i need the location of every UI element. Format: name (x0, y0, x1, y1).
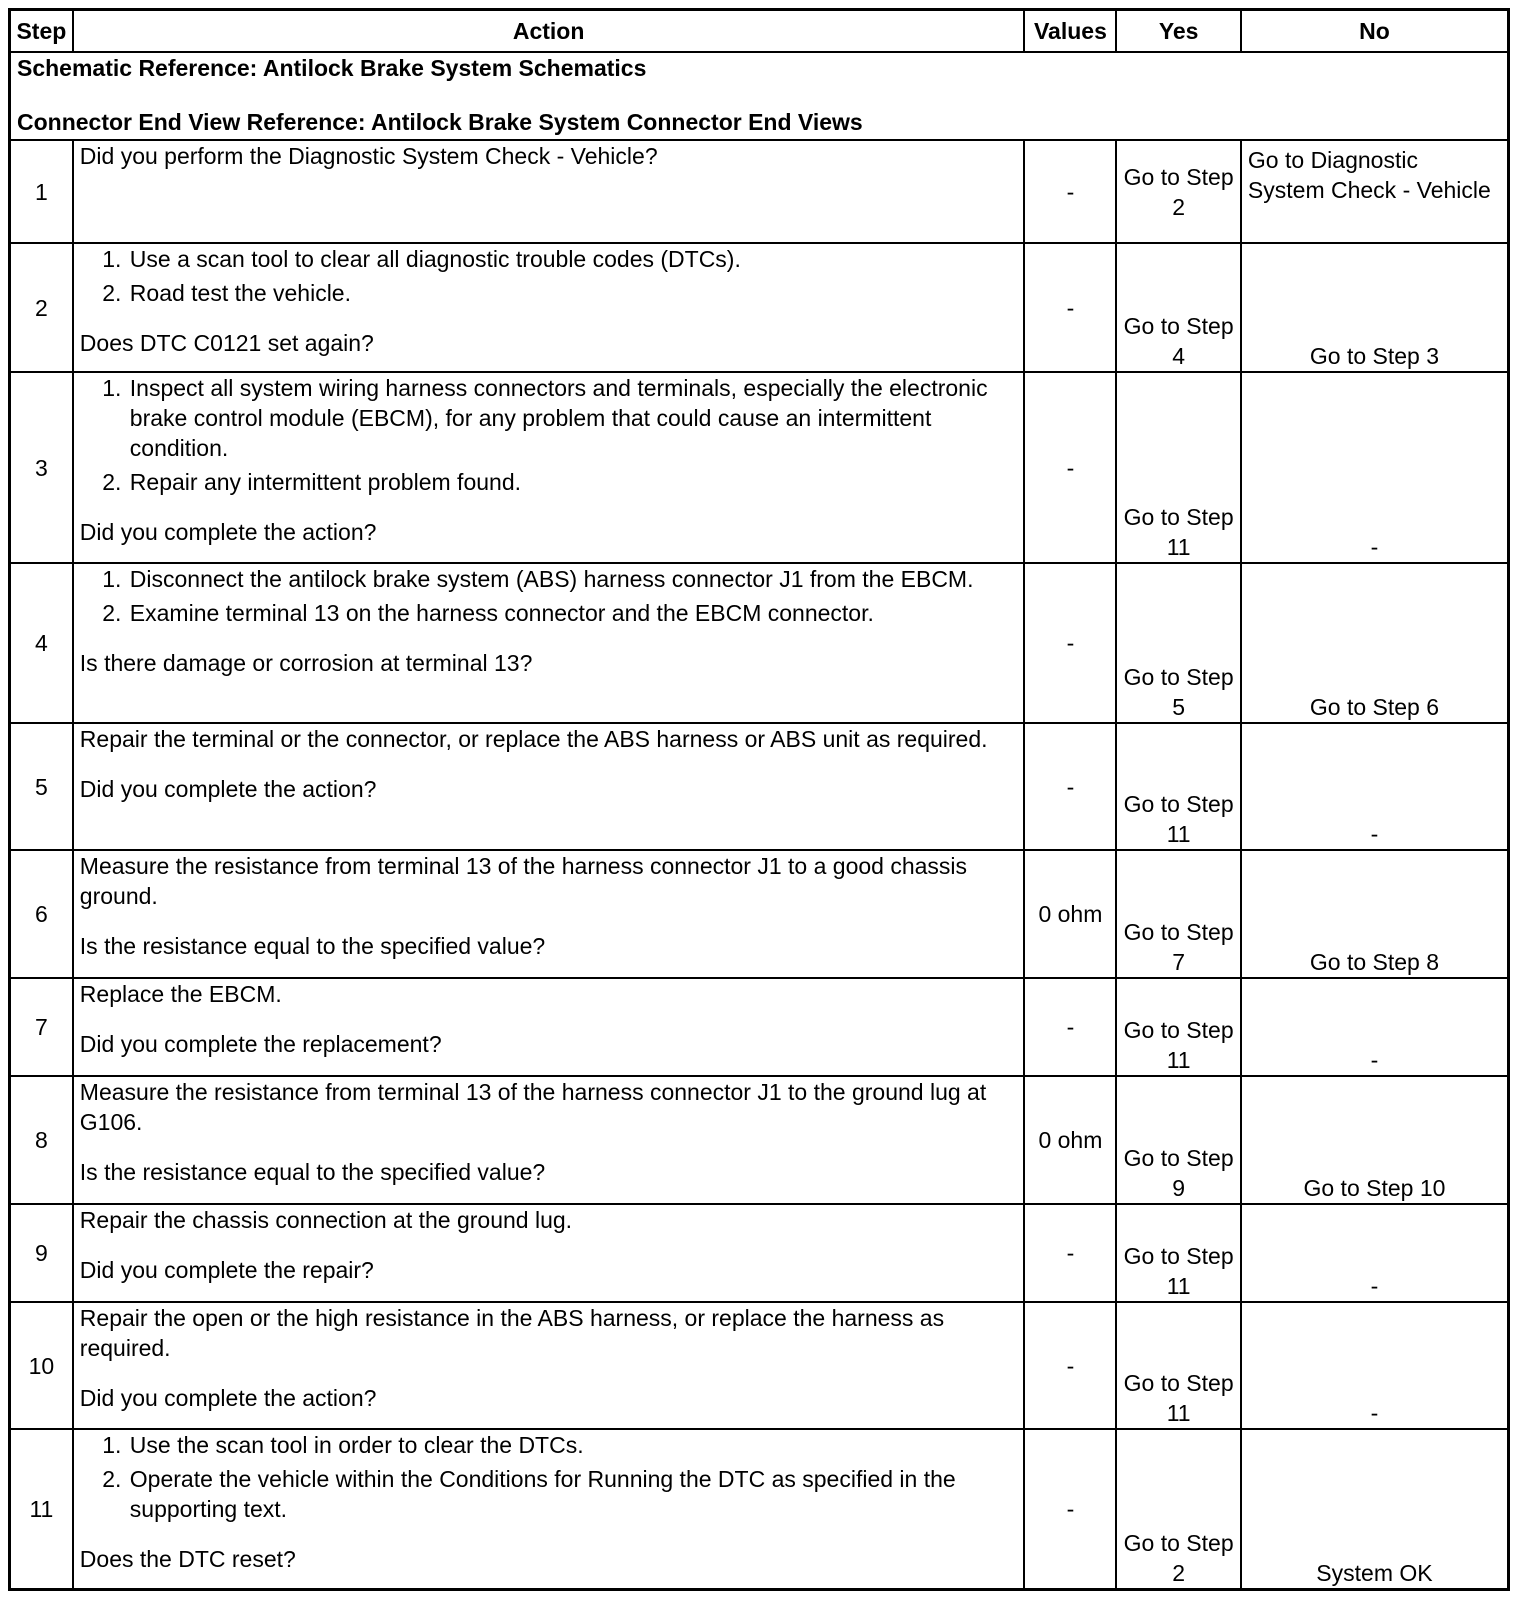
table-row (10, 1076, 1509, 1203)
action-steps-list (80, 1430, 1018, 1524)
action-cell (73, 723, 1025, 850)
reference-cell (10, 52, 1509, 140)
table-row (10, 850, 1509, 977)
action-text: Repair the chassis connection at the ground lug. (79, 1206, 573, 1233)
connector-reference: Connector End View Reference: Antilock Brake System Connector End Views (17, 109, 863, 135)
action-question: Does DTC C0121 set again? (79, 329, 374, 356)
action-steps-list (80, 244, 1018, 308)
action-text: Measure the resistance from terminal 13 of the harness connector J1 to the ground lug at G106. (79, 1079, 987, 1136)
action-cell (73, 140, 1025, 243)
step-number: 10 (10, 1302, 73, 1429)
action-cell (73, 372, 1025, 563)
header-values: Values (1024, 10, 1116, 53)
step-number: 6 (10, 850, 73, 977)
no-cell: - (1241, 723, 1509, 850)
yes-cell: Go to Step 5 (1116, 563, 1241, 723)
no-cell: Go to Step 6 (1241, 563, 1509, 723)
action-question: Does the DTC reset? (79, 1546, 296, 1573)
values-cell: - (1024, 372, 1116, 563)
step-number: 5 (10, 723, 73, 850)
action-question: Is the resistance equal to the specified value? (79, 1159, 546, 1186)
table-row (10, 978, 1509, 1077)
step-number: 11 (10, 1429, 73, 1589)
no-cell: - (1241, 1204, 1509, 1303)
action-cell (73, 1204, 1025, 1303)
step-number: 3 (10, 372, 73, 563)
table-row (10, 243, 1509, 372)
schematic-reference: Schematic Reference: Antilock Brake System Schematics (17, 55, 647, 81)
yes-cell: Go to Step 2 (1116, 1429, 1241, 1589)
action-text: Measure the resistance from terminal 13 of the harness connector J1 to a good chassis ground. (79, 853, 968, 910)
action-cell (73, 978, 1025, 1077)
no-cell: Go to Diagnostic System Check - Vehicle (1241, 140, 1509, 243)
header-yes: Yes (1116, 10, 1241, 53)
table-row (10, 372, 1509, 563)
action-question: Did you complete the action? (79, 776, 377, 803)
header-step: Step (10, 10, 73, 53)
no-cell: Go to Step 10 (1241, 1076, 1509, 1203)
table-row (10, 1429, 1509, 1589)
no-cell: - (1241, 978, 1509, 1077)
action-step-item: 2. Road test the vehicle. (128, 278, 1018, 308)
action-text: Repair the terminal or the connector, or replace the ABS harness or ABS unit as required. (79, 726, 988, 753)
no-cell: Go to Step 8 (1241, 850, 1509, 977)
no-cell: - (1241, 1302, 1509, 1429)
header-action: Action (73, 10, 1025, 53)
values-cell: - (1024, 1429, 1116, 1589)
action-cell (73, 850, 1025, 977)
no-cell: Go to Step 3 (1241, 243, 1509, 372)
values-cell: - (1024, 1204, 1116, 1303)
action-step-item: 1. Inspect all system wiring harness connectors and terminals, especially the electronic brake control module (EBCM), for any problem that could cause an intermittent condition. (128, 373, 1018, 463)
action-text: Repair the open or the high resistance in the ABS harness, or replace the harness as required. (79, 1305, 945, 1362)
action-steps-list (80, 564, 1018, 628)
action-question: Did you complete the action? (79, 519, 377, 546)
step-number: 8 (10, 1076, 73, 1203)
no-cell: - (1241, 372, 1509, 563)
action-step-item: 1. Use a scan tool to clear all diagnostic trouble codes (DTCs). (128, 244, 1018, 274)
no-cell: System OK (1241, 1429, 1509, 1589)
values-cell: - (1024, 140, 1116, 243)
table-row (10, 563, 1509, 723)
values-cell: 0 ohm (1024, 1076, 1116, 1203)
yes-cell: Go to Step 9 (1116, 1076, 1241, 1203)
yes-cell: Go to Step 11 (1116, 723, 1241, 850)
action-text: Replace the EBCM. (79, 980, 282, 1007)
step-number: 9 (10, 1204, 73, 1303)
action-step-item: 1. Use the scan tool in order to clear the DTCs. (128, 1430, 1018, 1460)
yes-cell: Go to Step 11 (1116, 1302, 1241, 1429)
action-question: Did you perform the Diagnostic System Check - Vehicle? (79, 143, 658, 170)
values-cell: - (1024, 1302, 1116, 1429)
action-step-item: 2. Operate the vehicle within the Conditions for Running the DTC as specified in the supporting text. (128, 1464, 1018, 1524)
action-step-item: 2. Repair any intermittent problem found. (128, 467, 1018, 497)
action-cell (73, 1429, 1025, 1589)
yes-cell: Go to Step 11 (1116, 372, 1241, 563)
action-question: Is the resistance equal to the specified value? (79, 933, 546, 960)
action-step-item: 2. Examine terminal 13 on the harness connector and the EBCM connector. (128, 598, 1018, 628)
diagnostic-table (8, 8, 1510, 1591)
values-cell: - (1024, 723, 1116, 850)
reference-row (10, 52, 1509, 140)
yes-cell: Go to Step 7 (1116, 850, 1241, 977)
action-question: Is there damage or corrosion at terminal 13? (79, 650, 533, 677)
step-number: 1 (10, 140, 73, 243)
step-number: 4 (10, 563, 73, 723)
table-row (10, 1204, 1509, 1303)
step-number: 7 (10, 978, 73, 1077)
action-steps-list (80, 373, 1018, 497)
action-cell (73, 243, 1025, 372)
table-row (10, 140, 1509, 243)
action-cell (73, 1302, 1025, 1429)
yes-cell: Go to Step 11 (1116, 1204, 1241, 1303)
values-cell: - (1024, 978, 1116, 1077)
table-row (10, 1302, 1509, 1429)
values-cell: - (1024, 563, 1116, 723)
yes-cell: Go to Step 11 (1116, 978, 1241, 1077)
header-row (10, 10, 1509, 53)
action-question: Did you complete the action? (79, 1385, 377, 1412)
table-row (10, 723, 1509, 850)
header-no: No (1241, 10, 1509, 53)
step-number: 2 (10, 243, 73, 372)
action-question: Did you complete the repair? (79, 1256, 374, 1283)
action-step-item: 1. Disconnect the antilock brake system (ABS) harness connector J1 from the EBCM. (128, 564, 1018, 594)
action-cell (73, 563, 1025, 723)
yes-cell: Go to Step 4 (1116, 243, 1241, 372)
action-question: Did you complete the replacement? (79, 1030, 442, 1057)
values-cell: 0 ohm (1024, 850, 1116, 977)
yes-cell: Go to Step 2 (1116, 140, 1241, 243)
action-cell (73, 1076, 1025, 1203)
values-cell: - (1024, 243, 1116, 372)
